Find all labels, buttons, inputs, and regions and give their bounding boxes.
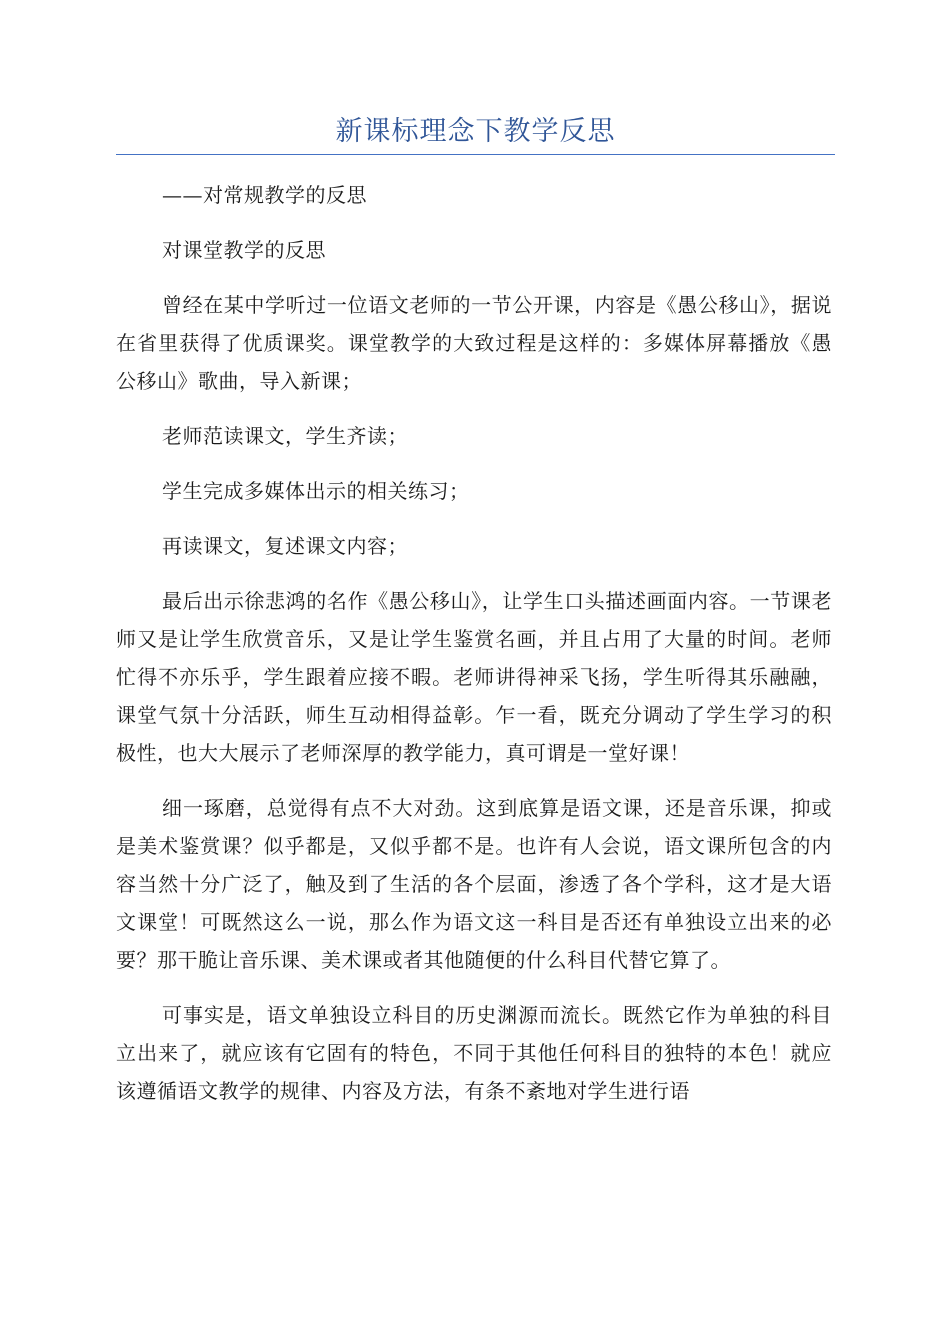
subtitle-paragraph: ——对常规教学的反思: [162, 183, 367, 207]
body-paragraph: 曾经在某中学听过一位语文老师的一节公开课，内容是《愚公移山》，据说在省里获得了优质课奖。课堂教学的大致过程是这样的：多媒体屏幕播放《愚公移山》歌曲，导入新课；: [116, 293, 832, 393]
body-paragraph: 再读课文，复述课文内容；: [162, 534, 408, 558]
body-paragraph: 可事实是，语文单独设立科目的历史渊源而流长。既然它作为单独的科目立出来了，就应该有它固有的特色，不同于其他任何科目的独特的本色！就应该遵循语文教学的规律、内容及方法，有条不紊地对学生进行语: [116, 1003, 832, 1103]
document-title: 新课标理念下教学反思: [335, 116, 616, 147]
body-paragraph: 最后出示徐悲鸿的名作《愚公移山》，让学生口头描述画面内容。一节课老师又是让学生欣赏音乐，又是让学生鉴赏名画，并且占用了大量的时间。老师忙得不亦乐乎，学生跟着应接不暇。老师讲得神采飞扬，学生听得其乐融融，课堂气氛十分活跃，师生互动相得益彰。乍一看，既充分调动了学生学习的积极性，也大大展示了老师深厚的教学能力，真可谓是一堂好课！: [116, 589, 832, 765]
body-paragraph: 学生完成多媒体出示的相关练习；: [162, 479, 470, 503]
document-body: [116, 176, 832, 1127]
body-paragraph: 细一琢磨，总觉得有点不大对劲。这到底算是语文课，还是音乐课，抑或是美术鉴赏课？似乎都是，又似乎都不是。也许有人会说，语文课所包含的内容当然十分广泛了，触及到了生活的各个层面，渗透了各个学科，这才是大语文课堂！可既然这么一说，那么作为语文这一科目是否还有单独设立出来的必要？那干脆让音乐课、美术课或者其他随便的什么科目代替它算了。: [116, 796, 832, 972]
body-paragraph: 老师范读课文，学生齐读；: [162, 424, 408, 448]
section-heading-paragraph: 对课堂教学的反思: [162, 238, 326, 262]
title-underline: [116, 154, 835, 155]
